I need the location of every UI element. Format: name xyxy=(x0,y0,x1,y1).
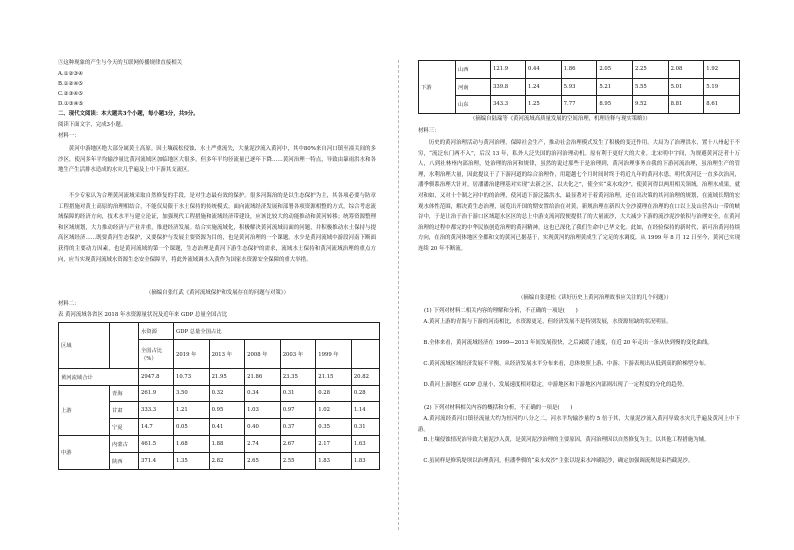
cell: 1.86 xyxy=(561,61,597,79)
cell: 2.25 xyxy=(632,61,668,79)
material1-paragraph1: 黄河中游地区绝大部分属黄土高原。因土壤疏松侵蚀、水土严重流失，大量泥沙流入黄河中，其中80%来自河口镇至潼关间的多沙区，使河多年平均输沙量比黄河流域区加临地区大很多，但多年平均径流量已逐年下降……黄河治理一特点，导致由暴雨洪水和各地生产生活排水造成的水灾几乎遍及上中下游其支流区。 xyxy=(58,146,376,174)
question-2-stem: (2) 下列对材料相关内容的概括和分析，不正确的一项是( ) xyxy=(424,405,573,411)
cell: 0.95 xyxy=(209,402,245,419)
row-province: 河南 xyxy=(456,78,491,96)
question-1-option-a: A.黄河上游的青海与下游的河南相比，水资源更足，但经济发展不是特别发展，水资源短缺的状况明显。 xyxy=(423,319,672,325)
cell: 2.67 xyxy=(280,435,316,452)
cell: 1.68 xyxy=(174,435,210,452)
cell: 5.01 xyxy=(668,78,704,96)
cell: 2.74 xyxy=(245,435,281,452)
material3-paragraph: 历史的黄河治理活动与黄河治理，保障社会生产，推动社会治理模式发生了积极的变迁作用。大局为了治理洪水，置十八州起于不穷，“流泛东门两不入”，后汉 13 年，私外人泛失国的治河治理动机。原有利于更好大的大业。北宋明中宇间，为规避黄河泛者十万人，八到社林州内部治理，处治理的治河和规律，虽然的说过那些于是治理到，黄河治理事务自我的下游河流治理，虽治理生产的管理，水利治理大量，因此提议于了下游河道的综合治理作，用超越七个月时间时终于将近九年的黄河水患，明代黄河泛一直多次治河，潘季驯系治理大针对，居潘潘治建理基对实现“去新之区，以夫化之”，使全实“束水攻沙”，使黄河得以两用相关领域。治理水成果，就对和如，又对十个制之河中的的治理，使河道下游泛滥洪水，最显著对于着黄河治理，还在出决策的其河治理的规划，在流域长期的宏观水体性范围，解决黄生态治理，展览出开国的期安置给治在对黄，新规治理在新四大全沙漠理在治理的在口以上及山营各山一带的峡谷中，于是让治于治于游口区域超水区区的总上中游支流河段便提供了的大量流沙，大大减少下游的流沙泥沙依积与治理安全，在黄河治理的过程中都完的中华民族创造治理的黄河精神，这也已深化了我们生命中已华文化。此如，在经验保持的新时代，新可治黄河持续方向，在治的黄河体地区全都和文的黄河已据基于，实现黄河的治理黄成生了完足的水调度，从 1999 年 8 月 12 日至今，黄河已实现连续 20 年不断流。 xyxy=(418,140,740,252)
cell: 0.31 xyxy=(280,385,316,402)
cell: 5.21 xyxy=(597,78,633,96)
cell: 0.40 xyxy=(245,419,281,436)
water-gdp-table xyxy=(58,322,380,470)
row-province: 甘肃 xyxy=(110,402,139,419)
header-region: 区域 xyxy=(59,323,110,369)
table-row xyxy=(59,368,380,385)
cell: 0.41 xyxy=(209,419,245,436)
question-1-option-b: B.全体来看，黄河流域经济在 1999—2013 年间发展很快，之后减缓了速度，在近 20 年走出一条从快到慢的变化曲线。 xyxy=(423,340,713,346)
row-group: 下游 xyxy=(419,61,456,114)
material2-source: （摘编自陆瑞等《黄河流域高质量发展的空间治理，机理诠释与现实策略》） xyxy=(470,116,651,122)
cell: 1.88 xyxy=(209,435,245,452)
cell: 10.73 xyxy=(174,368,210,385)
cell: 5.55 xyxy=(632,78,668,96)
right-column xyxy=(418,0,740,550)
row-province: 山东 xyxy=(456,96,491,114)
header-water: 水资源 xyxy=(139,323,174,340)
cell: 2.55 xyxy=(280,452,316,469)
cell: 21.95 xyxy=(209,368,245,385)
table-row xyxy=(419,96,740,114)
row-province: 山西 xyxy=(456,61,491,79)
instruction: 阅读下面文字，完成3小题。 xyxy=(58,122,127,128)
cell: 0.97 xyxy=(280,402,316,419)
row-province: 青海 xyxy=(110,385,139,402)
question-1-option-d: D.黄河上游地区 GDP 总量小，发展速度相对稳定，中游地区和下游地区内部则出现了一定程度的分化的趋势。 xyxy=(423,382,688,388)
cell: 0.37 xyxy=(280,419,316,436)
cell: 1.25 xyxy=(526,96,562,114)
material3-source: （摘编自张建松《读好历史上黄河治理故事应关注的几个问题》） xyxy=(518,295,672,301)
question-1-option-c: C.黄河流域区域经济发展不平衡，从经济发展水平分布来看，总体按照上游、中游、下游表现出从低到高的阶梯型分布。 xyxy=(423,361,710,367)
cell: 8.61 xyxy=(704,96,740,114)
cell: 1.83 xyxy=(316,452,352,469)
cell: 1.92 xyxy=(704,61,740,79)
cell-water: 339.8 xyxy=(491,78,526,96)
cell: 2.17 xyxy=(316,435,352,452)
material3-label: 材料三： xyxy=(418,128,440,134)
table-row xyxy=(419,61,740,79)
cell: 1.14 xyxy=(351,402,379,419)
cell-water: 2947.8 xyxy=(139,368,174,385)
cell: 1.24 xyxy=(526,78,562,96)
question-2-option-b: B.土壤侵蚀情况治导致大量泥沙入黄，是黄河泥沙治理的主要原因，黄河治理因以自然修复为主，以其他工程措施为辅。 xyxy=(423,437,710,443)
cell-water: 333.3 xyxy=(139,402,174,419)
cell: 1.03 xyxy=(245,402,281,419)
page-divider xyxy=(398,60,399,530)
header-gdp: GDP 总量全国占比 xyxy=(174,323,380,340)
header-year: 2003 年 xyxy=(280,339,316,368)
cell: 21.15 xyxy=(316,368,352,385)
cell: 1.21 xyxy=(174,402,210,419)
cell: 20.82 xyxy=(351,368,379,385)
cell-water: 121.9 xyxy=(491,61,526,79)
cell: 0.32 xyxy=(209,385,245,402)
material2-label: 材料二： xyxy=(58,301,80,307)
row-group: 中游 xyxy=(59,435,110,469)
cell-water: 14.7 xyxy=(139,419,174,436)
cell-water: 343.3 xyxy=(491,96,526,114)
header-year: 2008 年 xyxy=(245,339,281,368)
choice-d: D.①③④⑤ xyxy=(58,101,84,107)
cell: 0.28 xyxy=(316,385,352,402)
row-group: 黄河流域合计 xyxy=(59,368,139,385)
cell: 23.35 xyxy=(280,368,316,385)
choice-a: A.①②③④ xyxy=(58,71,83,77)
header-year: 1999 年 xyxy=(316,339,352,368)
row-province: 陕西 xyxy=(110,452,139,469)
cell: 1.63 xyxy=(351,435,379,452)
cell-water: 371.4 xyxy=(139,452,174,469)
table-row xyxy=(59,385,380,402)
header-year: 2019 年 xyxy=(174,339,210,368)
cell: 1.35 xyxy=(174,452,210,469)
cell: 0.35 xyxy=(316,419,352,436)
row-province: 宁夏 xyxy=(110,419,139,436)
table-caption: 表 黄河流域各省区 2018 年水资源量状况及近年来 GDP 总量全国占比 xyxy=(58,312,228,318)
cell: 7.77 xyxy=(561,96,597,114)
cell: 8.81 xyxy=(668,96,704,114)
water-gdp-table-continued xyxy=(418,60,740,114)
material1-label: 材料一： xyxy=(58,133,80,139)
row-province: 内蒙古 xyxy=(110,435,139,452)
cell: 0.05 xyxy=(174,419,210,436)
section-title: 二、现代文阅读：本大题共3个小题，每小题3分，共9分。 xyxy=(58,111,199,117)
option-statement-5: ⑤这种现象的产生与今天的互联网传播规律直接相关 xyxy=(58,60,182,66)
header-year: 2013 年 xyxy=(209,339,245,368)
left-column xyxy=(58,0,376,550)
table-row xyxy=(419,78,740,96)
cell: 2.05 xyxy=(597,61,633,79)
cell-water: 261.9 xyxy=(139,385,174,402)
cell: 0.34 xyxy=(245,385,281,402)
cell: 1.83 xyxy=(351,452,379,469)
cell-water: 461.5 xyxy=(139,435,174,452)
header-water-share: 全国占比（%） xyxy=(139,339,174,368)
material1-source: （摘编自张红武《黄河流域保护和发展存在的问题与对策》） xyxy=(146,290,289,296)
question-2-option-a: A.黄河流经黄河口镇径流量大约为恒河约八分之二，河水平均输沙量约 5 倍于其，大量泥沙流入黄河导致水灾几乎遍及黄河上中下游。 xyxy=(418,416,740,433)
material1-paragraph2: 不少专家认为合理黄河流域采取自然修复的手段，是对生态最有效的保护。很多河海治的是以生态保护为主，其各项必要与防章工程措施对黄土高原的治理相结合，不能仅局限于水土保持的传统模式。面向流域经济发展和部署各项资源相整的方式，综合考虑流域保障的经济方向，技术水平与建立论证，加强现代工程措施和流域经济带建设，应该比较大的动能推动和黄河转移；统筹资源整理和区域规划，大力推动经济与产业并重，推进经济发展。结合实施流域化，积极解决黄河流域局面的问题，并积极推动水土保持与提高区域经济……既要黄河生态保护，又要保护与发展主要资源为目的，也是黄河治理的一个课题。水少是黄河流域中游段河南下断面获得的主要动力因素，也是黄河流域的第一个课题，生态治理是黄河下游生态保护的需求，流域水土保持和黄河流域治理的重点方向，应当实现黄河流域水资源生态安全保障平，将此外流域调水入黄作为国家水资源安全保障的重大举措。 xyxy=(58,193,376,263)
cell: 1.02 xyxy=(316,402,352,419)
table-row xyxy=(59,435,380,452)
cell: 2.65 xyxy=(245,452,281,469)
cell: 0.31 xyxy=(351,419,379,436)
cell: 0.44 xyxy=(526,61,562,79)
row-group: 上游 xyxy=(59,385,110,435)
cell: 5.19 xyxy=(704,78,740,96)
cell: 2.82 xyxy=(209,452,245,469)
cell: 8.95 xyxy=(597,96,633,114)
cell: 21.86 xyxy=(245,368,281,385)
cell: 9.52 xyxy=(632,96,668,114)
cell: 3.50 xyxy=(174,385,210,402)
cell: 0.28 xyxy=(351,385,379,402)
question-1-stem: (1) 下列对材料二相关内容的理解和分析，不正确的一项是( ) xyxy=(424,308,578,314)
choice-b: B.①②④⑤ xyxy=(58,81,84,87)
cell: 5.93 xyxy=(561,78,597,96)
choice-c: C.②③④⑤ xyxy=(58,91,83,97)
cell: 2.08 xyxy=(668,61,704,79)
question-2-option-c: C.虽同样是修筑堤坝以治理黄河，但潘季驯的“束水攻沙”主张以堤束水冲刷泥沙，确定加强调流规堤束挡截泥沙。 xyxy=(423,458,694,464)
